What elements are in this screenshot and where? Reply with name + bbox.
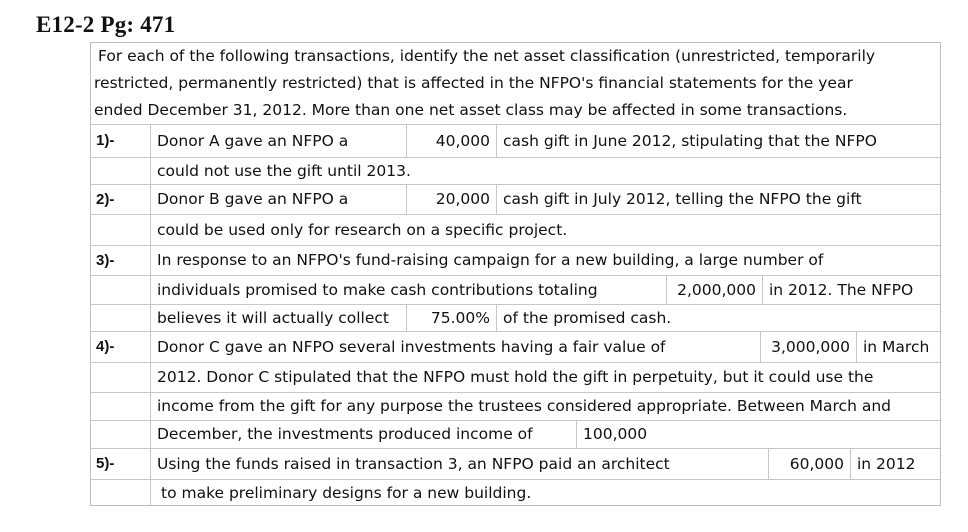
transaction-2-text-c: could be used only for research on a specific project. xyxy=(150,214,940,245)
transaction-5-amount: 60,000 xyxy=(768,448,850,479)
transaction-2-amount: 20,000 xyxy=(406,184,496,214)
transaction-3-row-3 xyxy=(90,304,940,332)
transaction-4-text-b: in March xyxy=(856,331,940,362)
transaction-3-text-c: in 2012. The NFPO xyxy=(762,275,940,304)
transaction-5-row-2 xyxy=(90,479,940,506)
transaction-4-row-1 xyxy=(90,331,940,363)
transaction-3-text-e: of the promised cash. xyxy=(496,304,940,331)
intro-row-2 xyxy=(90,70,940,96)
transaction-4-amount: 3,000,000 xyxy=(760,331,856,362)
transaction-5-text-c: to make preliminary designs for a new building. xyxy=(150,479,940,506)
transaction-3-row-2 xyxy=(90,275,940,305)
transaction-4-text-a: Donor C gave an NFPO several investments having a fair value of xyxy=(150,331,760,362)
transaction-3-number: 3)- xyxy=(96,251,115,269)
transaction-3-text-d: believes it will actually collect xyxy=(150,304,406,331)
transaction-1-row-2 xyxy=(90,157,940,185)
transaction-2-row-1 xyxy=(90,184,940,215)
transaction-3-percent: 75.00% xyxy=(406,304,496,331)
exercise-title: E12-2 Pg: 471 xyxy=(36,12,176,37)
transaction-5-row-1 xyxy=(90,448,940,480)
transaction-4-row-2 xyxy=(90,362,940,393)
intro-line-2: restricted, permanently restricted) that is affected in the NFPO's financial statements for the year xyxy=(94,74,853,92)
transaction-1-number: 1)- xyxy=(96,132,115,149)
transaction-2-number: 2)- xyxy=(96,190,115,208)
transaction-2-text-b: cash gift in July 2012, telling the NFPO the gift xyxy=(496,184,940,214)
transaction-5-number: 5)- xyxy=(96,455,115,472)
intro-line-3: ended December 31, 2012. More than one net asset class may be affected in some transactions. xyxy=(94,101,848,119)
transaction-5-text-a: Using the funds raised in transaction 3, an NFPO paid an architect xyxy=(150,448,768,479)
transaction-1-text-a: Donor A gave an NFPO a xyxy=(150,124,406,157)
transaction-2-text-a: Donor B gave an NFPO a xyxy=(150,184,406,214)
transaction-4-income: 100,000 xyxy=(576,420,940,448)
transaction-5-text-b: in 2012 xyxy=(850,448,940,479)
transaction-4-row-3 xyxy=(90,392,940,421)
transaction-1-row-1 xyxy=(90,124,940,158)
intro-line-1: For each of the following transactions, identify the net asset classification (unrestricted, temporarily xyxy=(98,47,876,65)
transaction-3-row-1 xyxy=(90,245,940,276)
transaction-4-row-4 xyxy=(90,420,940,449)
transaction-4-text-c: 2012. Donor C stipulated that the NFPO must hold the gift in perpetuity, but it could use the xyxy=(150,362,940,392)
transaction-4-text-d: income from the gift for any purpose the trustees considered appropriate. Between March and xyxy=(150,392,940,420)
transaction-1-text-b: cash gift in June 2012, stipulating that the NFPO xyxy=(496,124,940,157)
transaction-3-amount: 2,000,000 xyxy=(666,275,762,304)
transaction-1-amount: 40,000 xyxy=(406,124,496,157)
transaction-3-text-a: In response to an NFPO's fund-raising campaign for a new building, a large number of xyxy=(150,245,940,275)
transaction-4-number: 4)- xyxy=(96,338,115,355)
transaction-3-text-b: individuals promised to make cash contributions totaling xyxy=(150,275,666,304)
intro-row-3 xyxy=(90,96,940,125)
transaction-1-text-c: could not use the gift until 2013. xyxy=(150,157,940,184)
transaction-4-text-e: December, the investments produced income of xyxy=(150,420,576,448)
transaction-2-row-2 xyxy=(90,214,940,246)
intro-row-1 xyxy=(90,42,940,70)
